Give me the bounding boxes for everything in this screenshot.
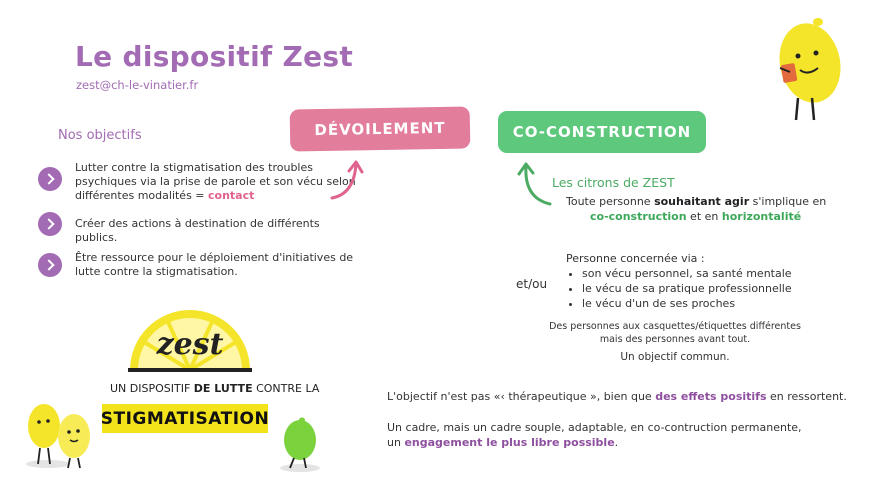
- casquettes-line2: mais des personnes avant tout.: [599, 334, 751, 345]
- citrons-line2-mid: et en: [686, 210, 722, 223]
- casquettes-line1: Des personnes aux casquettes/étiquettes différentes: [549, 321, 801, 332]
- list-item: • le vécu de sa pratique professionnelle: [582, 281, 826, 296]
- citrons-coconstruction: co-construction: [590, 210, 687, 223]
- coconstruction-pill: CO-CONSTRUCTION: [498, 111, 706, 153]
- objective-item: [38, 212, 358, 252]
- logo-heading-bold: DE LUTTE: [193, 382, 253, 395]
- cadre-text: [387, 420, 857, 450]
- etou-label: et/ou: [516, 277, 548, 291]
- concerned-intro: Personne concernée via :: [566, 252, 705, 265]
- objective-item: [38, 161, 358, 207]
- citrons-line1-post: s'implique en: [749, 195, 827, 208]
- chevron-right-icon: [38, 253, 62, 277]
- curved-arrow-up-icon: [328, 158, 368, 204]
- cadre-line1: Un cadre, mais un cadre souple, adaptable, en co-contruction permanente,: [387, 421, 802, 434]
- zest-logo: [128, 302, 252, 374]
- objectives-heading: Nos objectifs: [58, 128, 142, 143]
- concerned-list: [566, 266, 826, 311]
- citrons-line1-pre: Toute personne: [566, 195, 655, 208]
- logo-heading-post: CONTRE LA: [252, 382, 320, 395]
- zest-logo-word: zest: [156, 327, 224, 362]
- objective-text: Être ressource pour le déploiement d'initiatives de lutte contre la stigmatisation.: [75, 251, 354, 278]
- citrons-title: Les citrons de ZEST: [552, 175, 675, 190]
- objective-text: Lutter contre la stigmatisation des troubles psychiques via la prise de parole et son vécu selon différentes modalités =: [75, 161, 356, 202]
- objectif-text: [387, 389, 857, 404]
- cadre-post: .: [614, 436, 619, 449]
- concerned-block: [566, 251, 826, 311]
- citrons-horizontalite: horizontalité: [721, 210, 802, 223]
- devoilement-pill: DÉVOILEMENT: [290, 106, 471, 151]
- logo-heading: [110, 382, 320, 395]
- objective-text: Créer des actions à destination de différents publics.: [75, 217, 320, 244]
- citrons-line1-bold: souhaitant agir: [654, 195, 750, 208]
- logo-heading-pre: UN DISPOSITIF: [110, 382, 194, 395]
- lime-mascot-icon: [276, 416, 322, 474]
- citrons-description: [566, 194, 836, 224]
- stigmatisation-banner: STIGMATISATION: [102, 404, 268, 433]
- common-objective: Un objectif commun.: [620, 351, 730, 363]
- objective-item: [38, 253, 358, 293]
- lemon-group-icon: [22, 396, 100, 472]
- contact-email[interactable]: zest@ch-le-vinatier.fr: [76, 78, 199, 92]
- objectif-pre: L'objectif n'est pas «‹ thérapeutique », bien que: [387, 390, 656, 403]
- list-item: • le vécu d'un de ses proches: [582, 296, 826, 311]
- curved-arrow-up-icon: [516, 160, 556, 208]
- lemon-mascot-icon: [760, 8, 850, 128]
- cadre-pre: un: [387, 436, 405, 449]
- objectif-bold: des effets positifs: [655, 390, 767, 403]
- chevron-right-icon: [38, 212, 62, 236]
- objectif-post: en ressortent.: [766, 390, 847, 403]
- objective-accent: contact: [208, 189, 255, 202]
- casquettes-text: [540, 320, 810, 346]
- page-title: Le dispositif Zest: [75, 40, 354, 73]
- chevron-right-icon: [38, 167, 62, 191]
- cadre-bold: engagement le plus libre possible: [404, 436, 615, 449]
- list-item: • son vécu personnel, sa santé mentale: [582, 266, 826, 281]
